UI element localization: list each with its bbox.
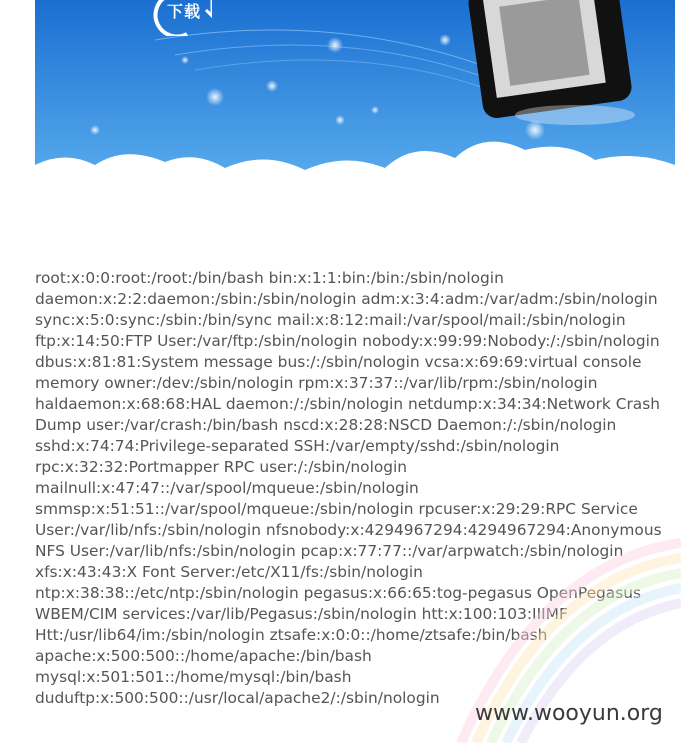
passwd-line: smmsp:x:51:51::/var/spool/mqueue:/sbin/nologin rpcuser:x:29:29:RPC Service — [35, 500, 638, 518]
passwd-line: NFS User:/var/lib/nfs:/sbin/nologin pcap:x:77:77::/var/arpwatch:/sbin/nologin — [35, 542, 624, 560]
passwd-line: Dump user:/var/crash:/bin/bash nscd:x:28:28:NSCD Daemon:/:/sbin/nologin — [35, 416, 617, 434]
passwd-line: duduftp:x:500:500::/usr/local/apache2/:/sbin/nologin — [35, 689, 440, 707]
passwd-line: root:x:0:0:root:/root:/bin/bash bin:x:1:1:bin:/bin:/sbin/nologin — [35, 269, 504, 287]
passwd-line: Htt:/usr/lib64/im:/sbin/nologin ztsafe:x:0:0::/home/ztsafe:/bin/bash — [35, 626, 548, 644]
passwd-line: haldaemon:x:68:68:HAL daemon:/:/sbin/nologin netdump:x:34:34:Network Crash — [35, 395, 661, 413]
watermark-text: www.wooyun.org — [475, 701, 663, 726]
passwd-line: sync:x:5:0:sync:/sbin:/bin/sync mail:x:8:12:mail:/var/spool/mail:/sbin/nologin — [35, 311, 626, 329]
passwd-line: mailnull:x:47:47::/var/spool/mqueue:/sbin/nologin — [35, 479, 419, 497]
passwd-line: ntp:x:38:38::/etc/ntp:/sbin/nologin pegasus:x:66:65:tog-pegasus OpenPegasus — [35, 584, 642, 602]
passwd-line: apache:x:500:500::/home/apache:/bin/bash — [35, 647, 372, 665]
passwd-line: dbus:x:81:81:System message bus:/:/sbin/nologin vcsa:x:69:69:virtual console — [35, 353, 642, 371]
passwd-dump-text — [35, 268, 665, 709]
passwd-line: rpc:x:32:32:Portmapper RPC user:/:/sbin/nologin — [35, 458, 408, 476]
passwd-line: daemon:x:2:2:daemon:/sbin:/sbin/nologin adm:x:3:4:adm:/var/adm:/sbin/nologin — [35, 290, 658, 308]
passwd-line: User:/var/lib/nfs:/sbin/nologin nfsnobody:x:4294967294:4294967294:Anonymous — [35, 521, 662, 539]
download-label[interactable]: 下载 — [167, 2, 202, 21]
banner-illustration — [35, 0, 675, 200]
passwd-line: ftp:x:14:50:FTP User:/var/ftp:/sbin/nologin nobody:x:99:99:Nobody:/:/sbin/nologin — [35, 332, 660, 350]
promo-banner — [35, 0, 675, 200]
passwd-line: memory owner:/dev:/sbin/nologin rpm:x:37:37::/var/lib/rpm:/sbin/nologin — [35, 374, 598, 392]
passwd-line: mysql:x:501:501::/home/mysql:/bin/bash — [35, 668, 352, 686]
passwd-line: sshd:x:74:74:Privilege-separated SSH:/var/empty/sshd:/sbin/nologin — [35, 437, 560, 455]
passwd-line: WBEM/CIM services:/var/lib/Pegasus:/sbin/nologin htt:x:100:103:IIIMF — [35, 605, 568, 623]
passwd-line: xfs:x:43:43:X Font Server:/etc/X11/fs:/sbin/nologin — [35, 563, 423, 581]
